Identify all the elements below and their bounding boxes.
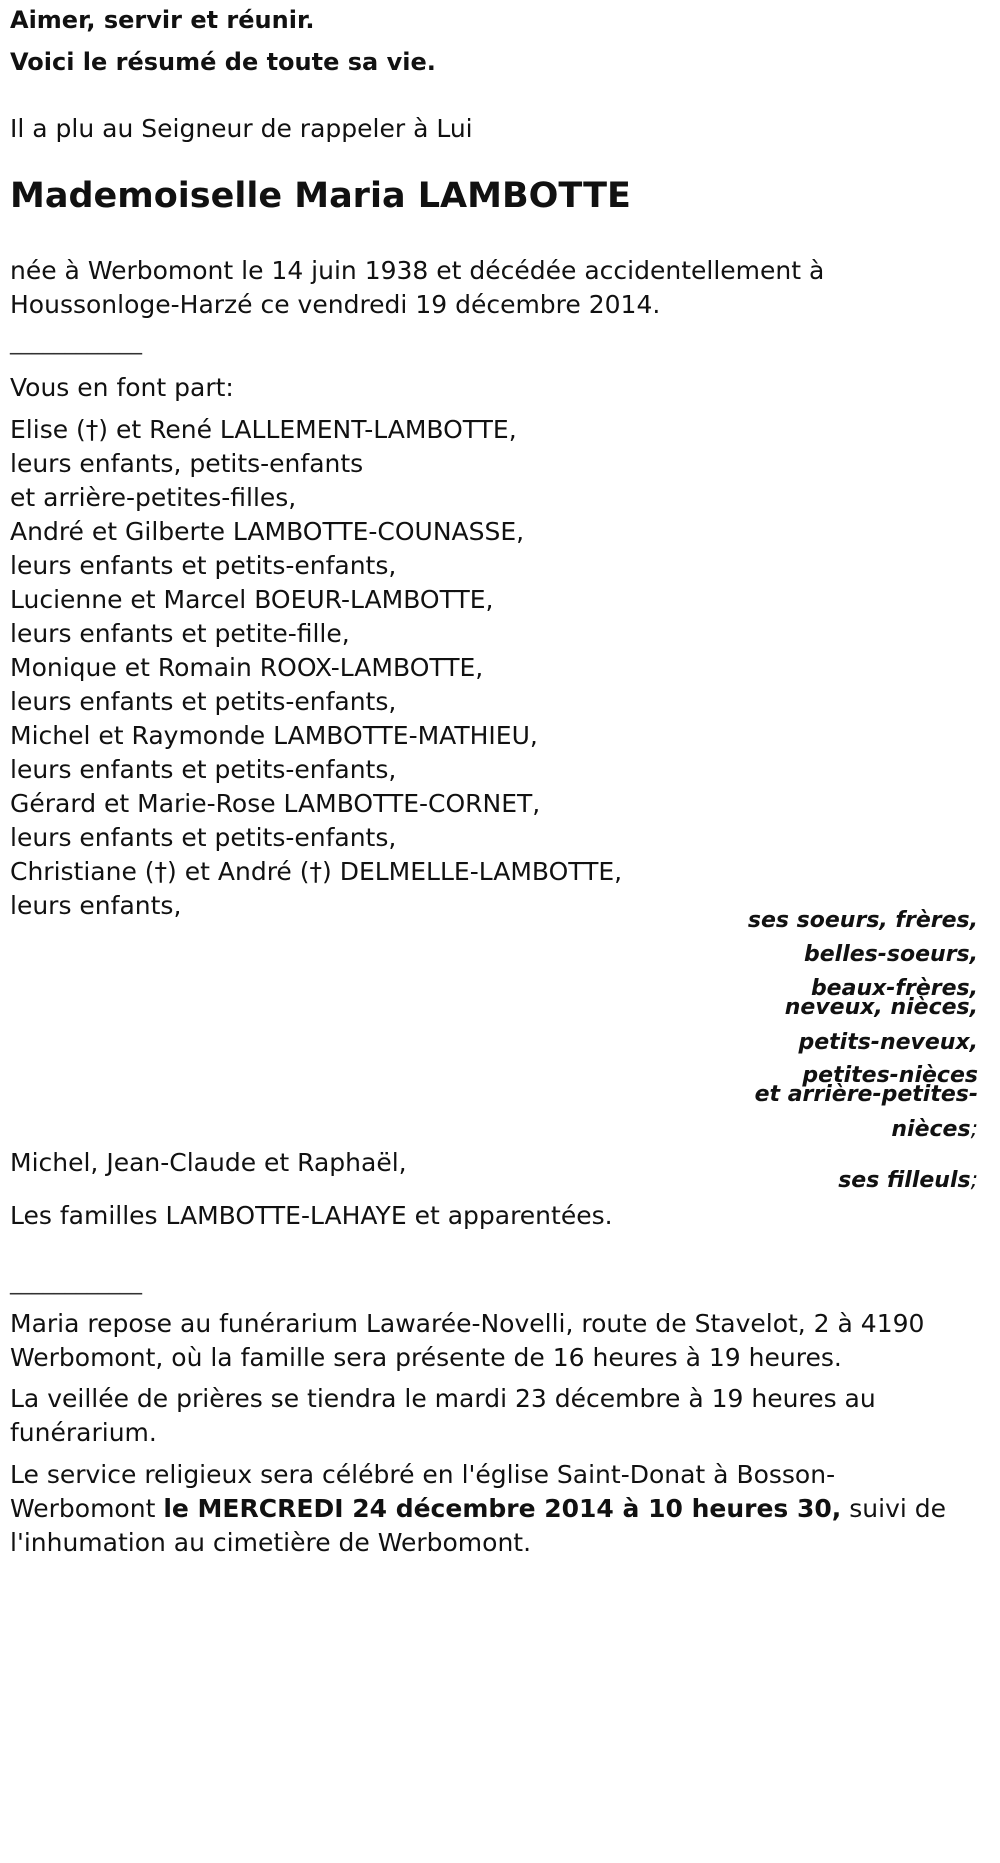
intro-text: Il a plu au Seigneur de rappeler à Lui xyxy=(10,114,473,143)
vigil-line-1: La veillée de prières se tiendra le mardi 23 décembre à 19 heures au xyxy=(10,1384,876,1413)
godchildren-relation xyxy=(838,1168,978,1193)
family-line: André et Gilberte LAMBOTTE-COUNASSE, xyxy=(10,517,525,546)
relation-line: ses soeurs, frères, xyxy=(747,908,978,933)
service-line-3: l'inhumation au cimetière de Werbomont. xyxy=(10,1528,532,1557)
family-line: leurs enfants, xyxy=(10,891,182,920)
family-line: leurs enfants et petits-enfants, xyxy=(10,687,397,716)
relation-line: petites-nièces xyxy=(802,1063,978,1088)
service-suffix: suivi de xyxy=(841,1494,947,1523)
godchildren-semicolon: ; xyxy=(970,1168,978,1193)
separator-2: ____________ xyxy=(10,1270,142,1295)
announce-text: Vous en font part: xyxy=(10,373,234,402)
deceased-name: Mademoiselle Maria LAMBOTTE xyxy=(10,176,631,216)
separator-1: ____________ xyxy=(10,330,142,355)
header-line-1: Aimer, servir et réunir. xyxy=(10,6,315,34)
relation-line: belles-soeurs, xyxy=(804,942,978,967)
family-line: et arrière-petites-filles, xyxy=(10,483,297,512)
families-text: Les familles LAMBOTTE-LAHAYE et apparentées. xyxy=(10,1201,613,1230)
family-line: Christiane (†) et André (†) DELMELLE-LAMBOTTE, xyxy=(10,857,623,886)
vigil-line-2: funérarium. xyxy=(10,1418,157,1447)
relation-line-last xyxy=(891,1117,978,1142)
godchildren-relation-text: ses filleuls xyxy=(838,1168,971,1193)
relation-line: petits-neveux, xyxy=(798,1030,978,1055)
family-line: Lucienne et Marcel BOEUR-LAMBOTTE, xyxy=(10,585,494,614)
relation-line: neveux, nièces, xyxy=(784,995,978,1020)
rest-line-2: Werbomont, où la famille sera présente de 16 heures à 19 heures. xyxy=(10,1343,842,1372)
birth-line-1: née à Werbomont le 14 juin 1938 et décédée accidentellement à xyxy=(10,256,825,285)
rest-line-1: Maria repose au funérarium Lawarée-Novelli, route de Stavelot, 2 à 4190 xyxy=(10,1309,925,1338)
godchildren-names: Michel, Jean-Claude et Raphaël, xyxy=(10,1148,407,1177)
service-place: Werbomont xyxy=(10,1494,164,1523)
family-line: Michel et Raymonde LAMBOTTE-MATHIEU, xyxy=(10,721,538,750)
family-line: leurs enfants, petits-enfants xyxy=(10,449,364,478)
family-line: leurs enfants et petits-enfants, xyxy=(10,823,397,852)
birth-line-2: Houssonloge-Harzé ce vendredi 19 décembre 2014. xyxy=(10,290,661,319)
family-line: leurs enfants et petite-fille, xyxy=(10,619,350,648)
relation-semicolon: ; xyxy=(970,1117,978,1142)
service-date: le MERCREDI 24 décembre 2014 à 10 heures 30, xyxy=(163,1494,842,1523)
relation-text: nièces xyxy=(891,1117,971,1142)
relation-line: beaux-frères, xyxy=(810,976,978,1001)
family-line: Monique et Romain ROOX-LAMBOTTE, xyxy=(10,653,484,682)
header-line-2: Voici le résumé de toute sa vie. xyxy=(10,48,436,76)
family-line: leurs enfants et petits-enfants, xyxy=(10,755,397,784)
relation-line: et arrière-petites- xyxy=(754,1082,978,1107)
family-line: Elise (†) et René LALLEMENT-LAMBOTTE, xyxy=(10,415,517,444)
family-line: Gérard et Marie-Rose LAMBOTTE-CORNET, xyxy=(10,789,541,818)
service-line-2 xyxy=(10,1494,946,1523)
family-line: leurs enfants et petits-enfants, xyxy=(10,551,397,580)
service-line-1: Le service religieux sera célébré en l'église Saint-Donat à Bosson- xyxy=(10,1460,836,1489)
